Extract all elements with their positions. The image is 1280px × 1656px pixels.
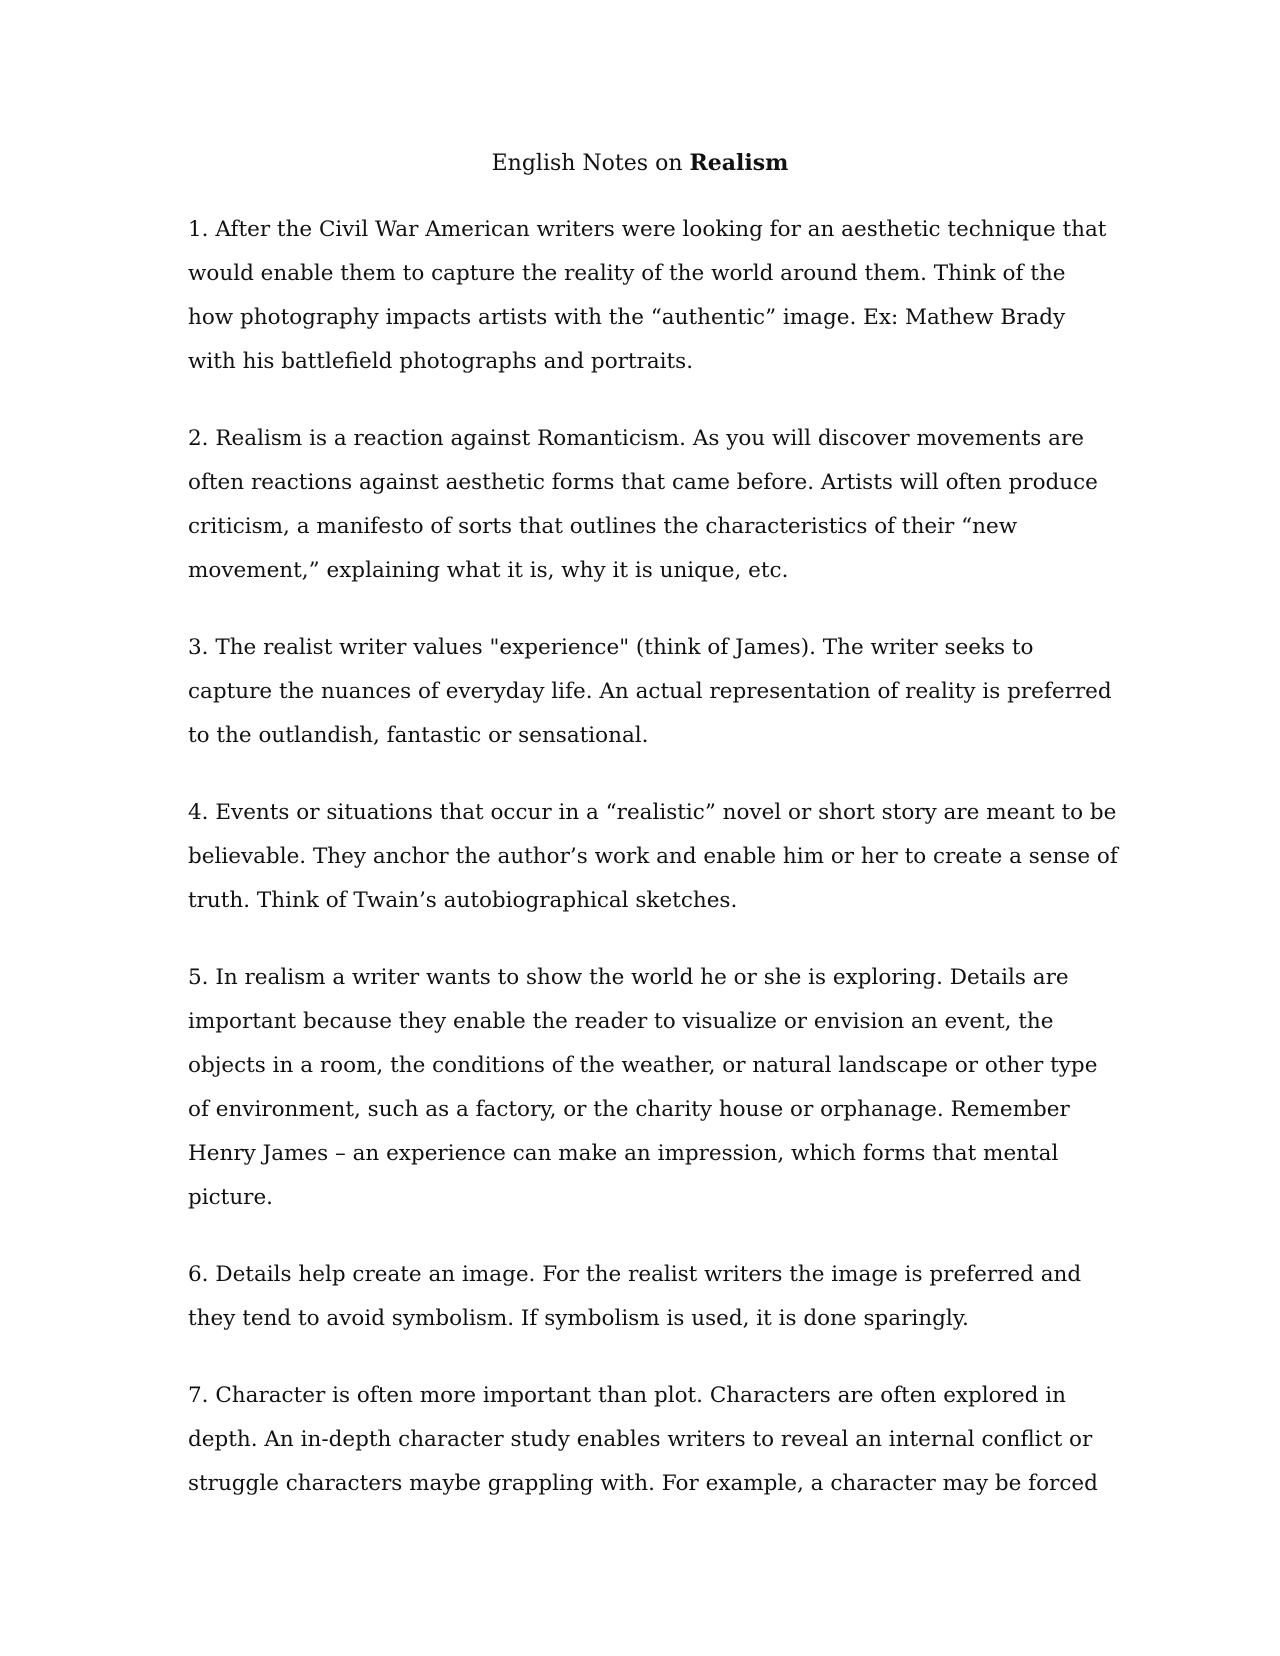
paragraph-line: struggle characters maybe grappling with. For example, a character may be forced: [188, 1471, 1098, 1496]
paragraph-line: they tend to avoid symbolism. If symbolism is used, it is done sparingly.: [188, 1306, 969, 1331]
paragraph-line: would enable them to capture the reality of the world around them. Think of the: [188, 261, 1066, 286]
paragraph-line: important because they enable the reader to visualize or envision an event, the: [188, 1009, 1054, 1034]
paragraph-line: how photography impacts artists with the “authentic” image. Ex: Mathew Brady: [188, 305, 1066, 330]
paragraph-line: movement,” explaining what it is, why it is unique, etc.: [188, 558, 789, 583]
paragraph-3: [188, 626, 1112, 758]
paragraph-line: often reactions against aesthetic forms that came before. Artists will often produce: [188, 470, 1098, 495]
paragraph-line: criticism, a manifesto of sorts that outlines the characteristics of their “new: [188, 514, 1018, 539]
document-body: [188, 208, 1118, 1539]
paragraph-line: Henry James – an experience can make an impression, which forms that mental: [188, 1141, 1059, 1166]
paragraph-line: of environment, such as a factory, or the charity house or orphanage. Remember: [188, 1097, 1070, 1122]
paragraph-6: [188, 1253, 1098, 1341]
paragraph-line: truth. Think of Twain’s autobiographical sketches.: [188, 888, 738, 913]
document-title: [0, 148, 1280, 179]
paragraph-line: 4. Events or situations that occur in a “realistic” novel or short story are meant to be: [188, 800, 1117, 825]
paragraph-7: [188, 1374, 1098, 1506]
paragraph-line: capture the nuances of everyday life. An actual representation of reality is preferred: [188, 679, 1112, 704]
paragraph-line: 3. The realist writer values "experience" (think of James). The writer seeks to: [188, 635, 1034, 660]
paragraph-1: [188, 208, 1107, 384]
paragraph-line: to the outlandish, fantastic or sensational.: [188, 723, 649, 748]
paragraph-line: picture.: [188, 1185, 274, 1210]
paragraph-line: believable. They anchor the author’s work and enable him or her to create a sense of: [188, 844, 1118, 869]
title-prefix: English Notes on: [491, 151, 690, 176]
title-bold-word: Realism: [689, 150, 789, 176]
paragraph-line: 1. After the Civil War American writers were looking for an aesthetic technique that: [188, 217, 1107, 242]
paragraph-line: with his battlefield photographs and portraits.: [188, 349, 694, 374]
paragraph-line: 6. Details help create an image. For the realist writers the image is preferred and: [188, 1262, 1082, 1287]
paragraph-line: 2. Realism is a reaction against Romanticism. As you will discover movements are: [188, 426, 1084, 451]
paragraph-4: [188, 791, 1118, 923]
paragraph-2: [188, 417, 1098, 593]
paragraph-5: [188, 956, 1098, 1220]
paragraph-line: depth. An in-depth character study enables writers to reveal an internal conflict or: [188, 1427, 1093, 1452]
paragraph-line: objects in a room, the conditions of the weather, or natural landscape or other type: [188, 1053, 1098, 1078]
paragraph-line: 5. In realism a writer wants to show the world he or she is exploring. Details are: [188, 965, 1069, 990]
paragraph-line: 7. Character is often more important than plot. Characters are often explored in: [188, 1383, 1066, 1408]
